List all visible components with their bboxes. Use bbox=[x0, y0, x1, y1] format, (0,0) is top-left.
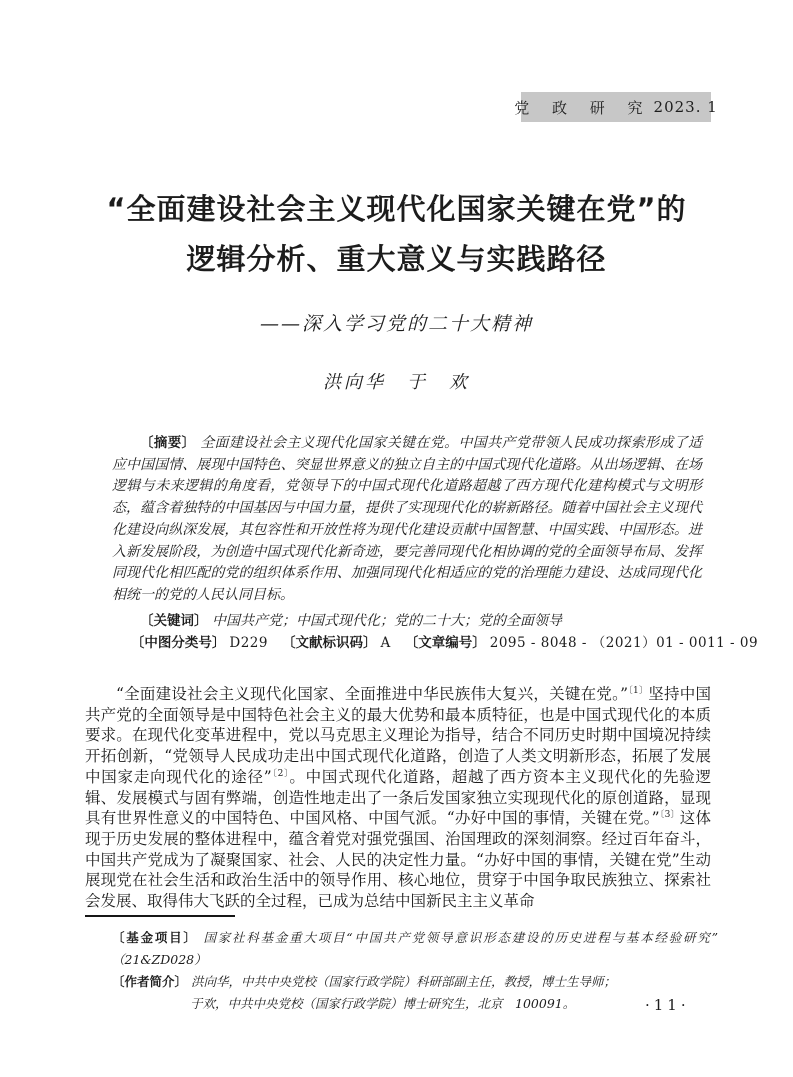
body-segment-4: 这体现于历史发展的整体进程中，蕴含着党对强党强国、治国理政的深刻洞察。经过百年奋斗，中国共产党成为了凝聚国家、社会、人民的决定性力量。“办好中国的事情，关键在党”生动展现党在社会生活和政治生活中的领导作用、核心地位，贯穿于中国争取民族独立、探索社会发展、取得伟大飞跃的全过程，已成为总结中国新民主主义革命 bbox=[85, 809, 711, 911]
keywords bbox=[112, 611, 702, 632]
footnote-divider bbox=[85, 915, 235, 917]
abstract bbox=[112, 433, 702, 607]
author-bio-line1: 洪向华，中共中央党校（国家行政学院）科研部副主任，教授，博士生导师； bbox=[191, 974, 617, 989]
keywords-label: 〔关键词〕 bbox=[140, 612, 208, 629]
footnotes bbox=[112, 927, 718, 1015]
page-number: ·11· bbox=[645, 996, 690, 1014]
article-id-value: 2095 - 8048 - （2021）01 - 0011 - 09 bbox=[489, 634, 759, 651]
article-id-label: 〔文章编号〕 bbox=[404, 634, 486, 651]
journal-name: 党 政 研 究 bbox=[514, 98, 652, 117]
body-segment-2: 坚持中国共产党的全面领导是中国特色社会主义的最大优势和最本质特征，也是中国式现代化的本质要求。在现代化变革进程中，党以马克思主义理论为指导，结合不同历史时期中国境况持续开拓创新，“党领导人民成功走出中国式现代化道路，创造了人类文明新形态，拓展了发展中国家走向现代化的途径” bbox=[85, 685, 711, 786]
article-title-line1: “全面建设社会主义现代化国家关键在党”的 bbox=[106, 192, 687, 226]
fund-project-text: 国家社科基金重大项目“中国共产党领导意识形态建设的历史进程与基本经验研究”（21&ZD028） bbox=[112, 930, 718, 967]
article-authors: 洪向华 于 欢 bbox=[323, 372, 470, 393]
clc-value: D229 bbox=[229, 634, 268, 651]
keywords-text: 中国共产党；中国式现代化；党的二十大；党的全面领导 bbox=[211, 612, 562, 629]
body-segment-3: 。中国式现代化道路，超越了西方资本主义现代化的先验逻辑、发展模式与固有弊端，创造性地走出了一条后发国家独立实现现代化的原创道路，显现具有世界性意义的中国特色、中国风格、中国气派。“办好中国的事情，关键在党。” bbox=[85, 767, 711, 828]
abstract-text: 全面建设社会主义现代化国家关键在党。中国共产党带领人民成功探索形成了适应中国国情、展现中国特色、突显世界意义的独立自主的中国式现代化道路。从出场逻辑、在场逻辑与未来逻辑的角度看，党领导下的中国式现代化道路超越了西方现代化建构模式与文明形态，蕴含着独特的中国基因与中国力量，提供了实现现代化的崭新路径。随着中国社会主义现代化建设向纵深发展，其包容性和开放性将为现代化建设贡献中国智慧、中国实践、中国形态。进入新发展阶段，为创造中国式现代化新奇迹，要完善同现代化相协调的党的全面领导布局、发挥同现代化相匹配的党的组织体系作用、加强同现代化相适应的党的治理能力建设、达成同现代化相统一的党的人民认同目标。 bbox=[112, 435, 703, 603]
citation-ref-3: 〔3〕 bbox=[659, 810, 680, 821]
classification-line bbox=[112, 633, 759, 654]
front-matter bbox=[112, 433, 759, 654]
article-title-line2: 逻辑分析、重大意义与实践路径 bbox=[186, 242, 607, 276]
body-paragraph bbox=[85, 684, 711, 912]
citation-ref-2: 〔2〕 bbox=[271, 768, 290, 779]
author-bio-note bbox=[112, 971, 718, 993]
article-subtitle: ——深入学习党的二十大精神 bbox=[259, 313, 533, 335]
issue-number: 2023. 1 bbox=[653, 98, 718, 116]
doc-code-label: 〔文献标识码〕 bbox=[281, 634, 377, 651]
author-bio-label: 〔作者简介〕 bbox=[112, 974, 188, 989]
author-bio-line2: 于欢，中共中央党校（国家行政学院）博士研究生，北京 100091。 bbox=[190, 996, 576, 1011]
citation-ref-1: 〔1〕 bbox=[628, 685, 649, 696]
fund-project-note bbox=[112, 927, 718, 971]
doc-code-value: A bbox=[380, 634, 391, 651]
abstract-label: 〔摘要〕 bbox=[140, 435, 196, 451]
journal-header-badge bbox=[514, 92, 718, 122]
article-title bbox=[40, 184, 753, 284]
body-segment-1: “全面建设社会主义现代化国家、全面推进中华民族伟大复兴，关键在党。” bbox=[116, 685, 629, 703]
clc-label: 〔中图分类号〕 bbox=[130, 634, 226, 651]
fund-project-label: 〔基金项目〕 bbox=[112, 930, 198, 945]
